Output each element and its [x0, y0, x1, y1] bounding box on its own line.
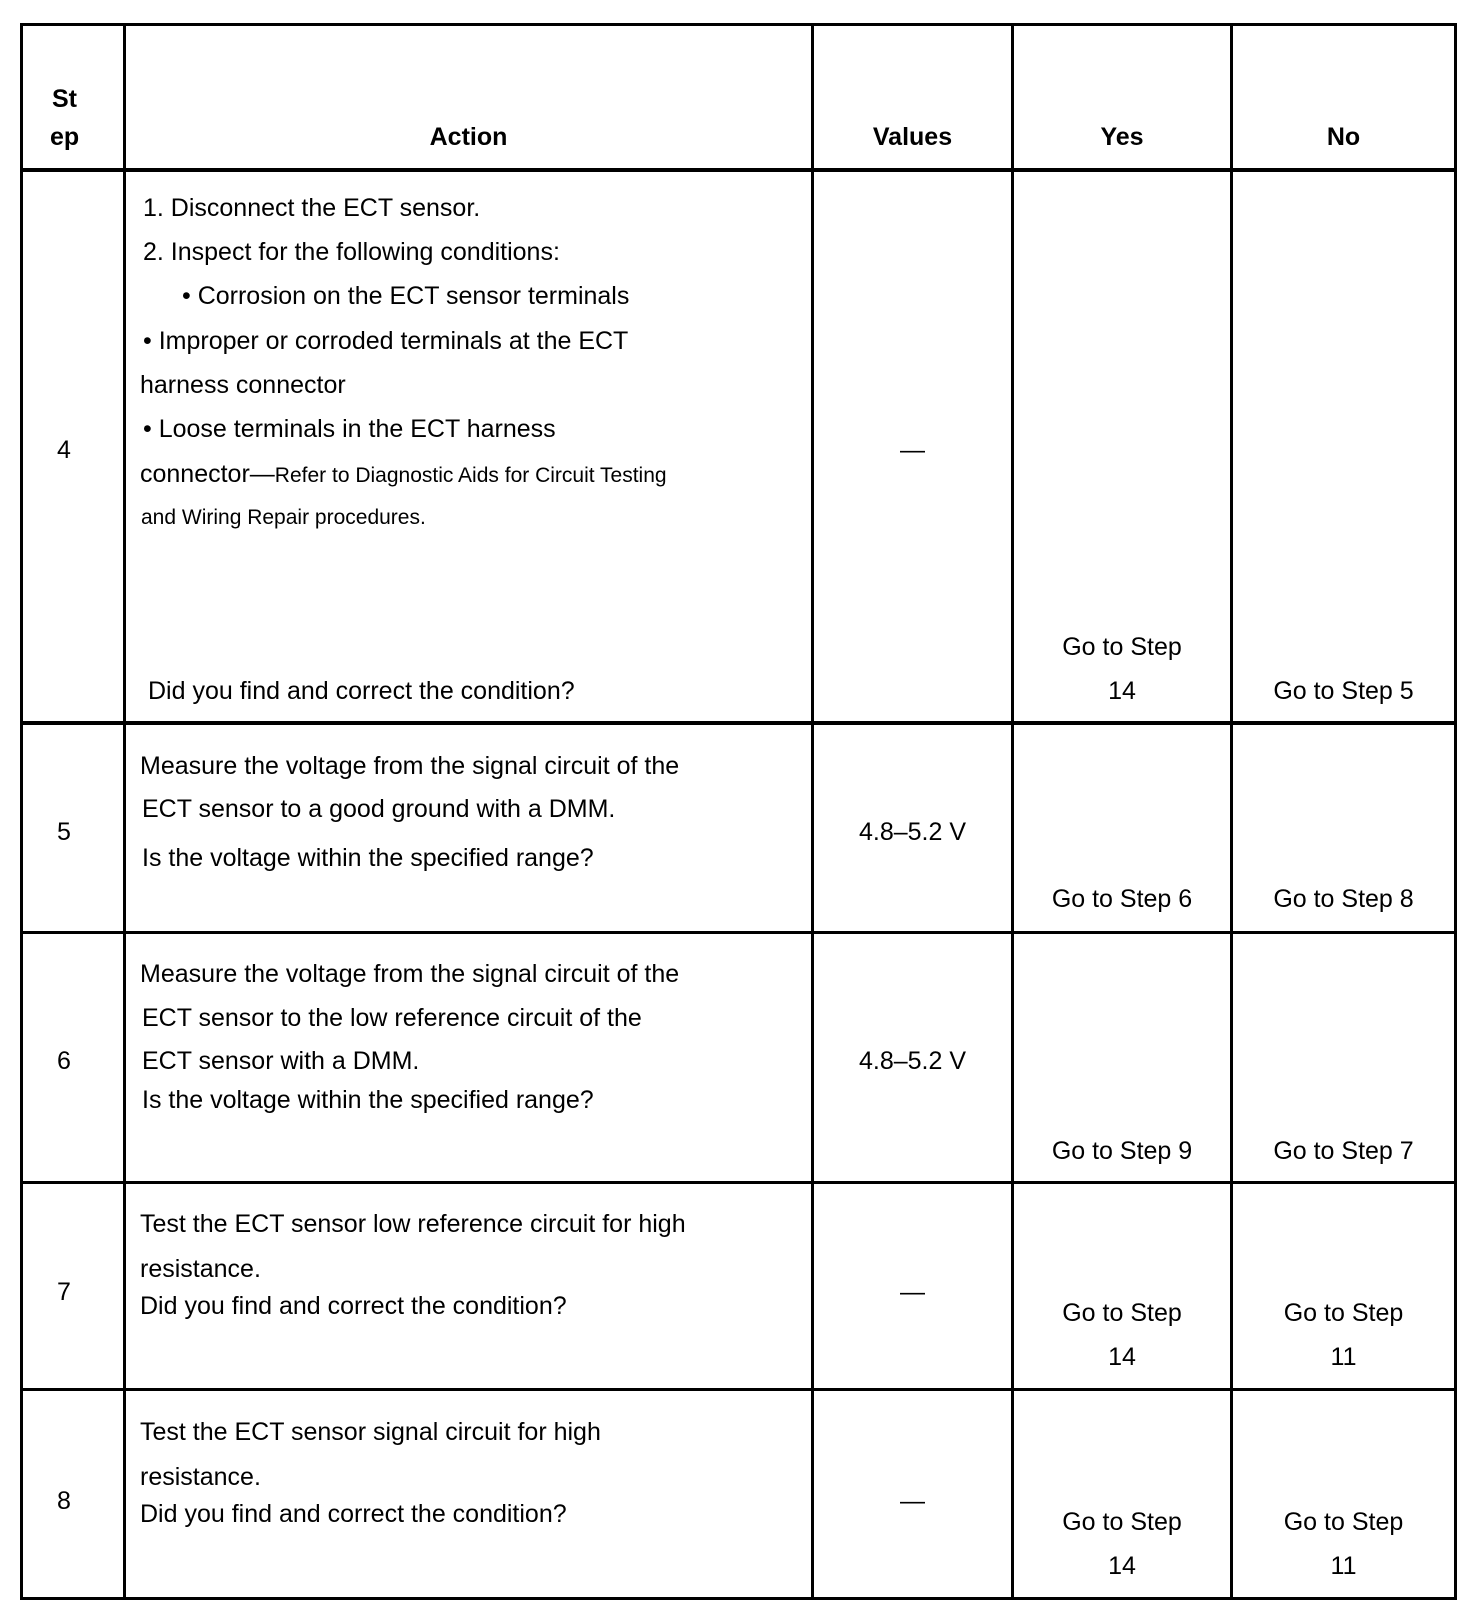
action-text: ECT sensor to a good ground with a DMM.: [142, 795, 616, 823]
no-cell: Go to Step 5: [1273, 677, 1414, 705]
action-text: Test the ECT sensor signal circuit for high: [140, 1418, 601, 1446]
action-question: Did you find and correct the condition?: [140, 1500, 567, 1528]
action-bullet: • Loose terminals in the ECT harness: [143, 415, 556, 443]
column-divider: [123, 23, 126, 1600]
action-question: Did you find and correct the condition?: [148, 677, 575, 705]
action-bullet: • Improper or corroded terminals at the ECT: [143, 327, 629, 355]
value-cell: 4.8–5.2 V: [858, 1047, 967, 1075]
action-text: resistance.: [140, 1463, 261, 1491]
yes-cell-line1: Go to Step: [1062, 1299, 1182, 1327]
header-step-line1: St: [52, 85, 77, 113]
yes-cell-line2: 14: [1108, 1552, 1136, 1580]
action-text-part: Refer to Diagnostic Aids for Circuit Testing: [274, 464, 667, 487]
value-cell: —: [900, 1487, 925, 1515]
value-cell: —: [900, 436, 925, 464]
action-question: Did you find and correct the condition?: [140, 1292, 567, 1320]
no-cell-line2: 11: [1330, 1552, 1357, 1580]
action-question: Is the voltage within the specified range?: [142, 1086, 594, 1114]
action-text: resistance.: [140, 1255, 261, 1283]
action-item: 2. Inspect for the following conditions:: [143, 238, 560, 266]
step-number: 7: [57, 1278, 71, 1306]
step-number: 6: [57, 1047, 71, 1075]
value-cell: 4.8–5.2 V: [858, 818, 967, 846]
table-border-top: [20, 23, 1457, 26]
table-border-right: [1454, 23, 1457, 1600]
action-text: ECT sensor with a DMM.: [142, 1047, 420, 1075]
header-values: Values: [872, 123, 953, 151]
table-border-left: [20, 23, 23, 1600]
yes-cell: Go to Step 9: [1051, 1137, 1193, 1165]
action-text-part: connector—: [140, 460, 275, 488]
action-text: ECT sensor to the low reference circuit of the: [142, 1004, 642, 1032]
yes-cell-line1: Go to Step: [1062, 1508, 1182, 1536]
action-text-part: procedures.: [309, 506, 426, 529]
yes-cell-line2: 14: [1108, 1343, 1136, 1371]
action-question: Is the voltage within the specified range?: [142, 844, 594, 872]
yes-cell-line2: 14: [1108, 677, 1136, 705]
yes-cell: Go to Step 6: [1051, 885, 1193, 913]
no-cell: Go to Step 8: [1273, 885, 1414, 913]
header-yes: Yes: [1100, 123, 1144, 151]
step-number: 5: [57, 818, 71, 846]
no-cell-line1: Go to Step: [1283, 1508, 1404, 1536]
action-text: Test the ECT sensor low reference circuit for high: [140, 1210, 686, 1238]
yes-cell-line1: Go to Step: [1062, 633, 1182, 661]
action-text: Measure the voltage from the signal circuit of the: [140, 752, 680, 780]
value-cell: —: [900, 1278, 925, 1306]
action-item: 1. Disconnect the ECT sensor.: [143, 194, 481, 222]
column-divider: [811, 23, 814, 1600]
action-text: [141, 507, 426, 528]
no-cell-line2: 11: [1330, 1343, 1357, 1371]
row-divider: [20, 1181, 1457, 1184]
row-divider: [20, 168, 1457, 172]
action-text-part: and Wiring Repair: [141, 506, 310, 529]
row-divider: [20, 931, 1457, 934]
header-no: No: [1326, 123, 1361, 151]
header-action: Action: [429, 123, 508, 151]
header-step-line2: ep: [50, 123, 80, 151]
row-divider: [20, 1388, 1457, 1391]
action-text: [140, 462, 667, 487]
row-divider: [20, 721, 1457, 725]
step-number: 8: [57, 1487, 71, 1515]
no-cell-line1: Go to Step: [1283, 1299, 1404, 1327]
table-border-bottom: [20, 1597, 1457, 1600]
action-text: harness connector: [140, 371, 346, 399]
action-text: Measure the voltage from the signal circuit of the: [140, 960, 680, 988]
no-cell: Go to Step 7: [1273, 1137, 1414, 1165]
action-bullet: • Corrosion on the ECT sensor terminals: [182, 282, 630, 310]
step-number: 4: [57, 436, 71, 464]
